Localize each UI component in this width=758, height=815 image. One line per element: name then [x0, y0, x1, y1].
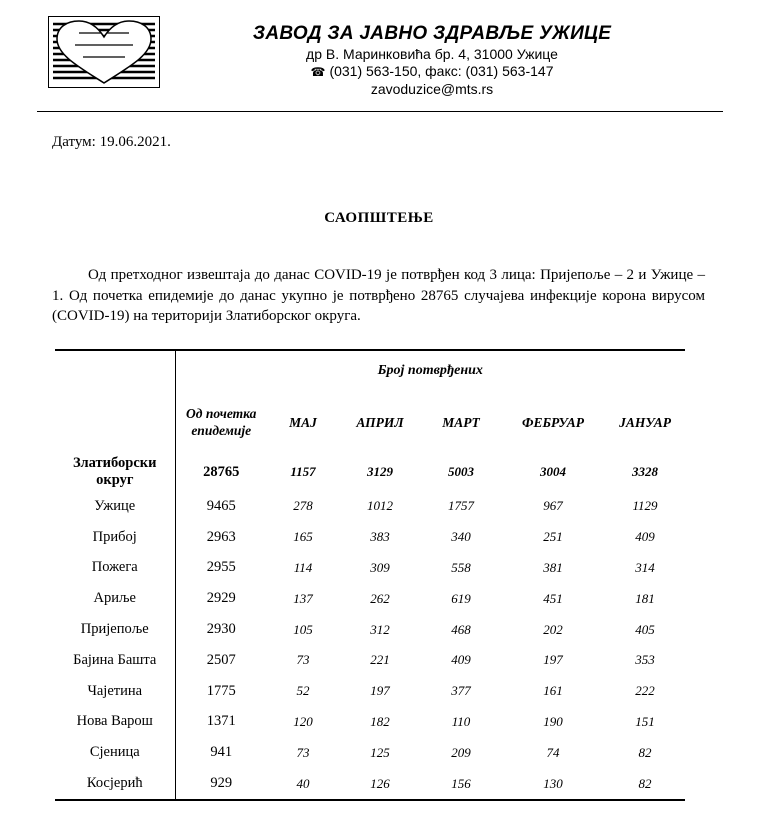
cell-may: 120 [293, 713, 313, 729]
cell-march: 468 [451, 621, 471, 637]
table-row [55, 553, 685, 584]
cell-january: 353 [635, 652, 655, 668]
organization-name: ЗАВОД ЗА ЈАВНО ЗДРАВЉЕ УЖИЦЕ [252, 23, 612, 44]
table-row [55, 676, 685, 707]
cell-april: 197 [370, 683, 390, 699]
summary-value-total: 28765 [203, 463, 240, 480]
document-heading: САОПШТЕЊЕ [324, 210, 434, 226]
cell-may: 137 [293, 590, 313, 606]
summary-value-april: 3129 [367, 464, 393, 479]
cell-april: 221 [370, 652, 390, 668]
table-summary-row [55, 453, 685, 491]
cell-march: 409 [451, 652, 471, 668]
cell-april: 126 [370, 775, 390, 791]
cell-total: 9465 [206, 497, 236, 514]
cell-may: 165 [293, 529, 313, 545]
summary-value-february: 3004 [540, 464, 566, 479]
announcement-paragraph: Од претходног извештаја до данас COVID-19 је потврђен код 3 лица: Пријепоље – 2 и Ужице – 1. Од почетка епидемије до данас укупно је потврђено 28765 случајева инфекције корона вирусом (COVID-19) на територији Златиборског округа. [52, 267, 705, 324]
table-row [55, 614, 685, 645]
table-corner-cell [55, 350, 175, 391]
municipality-name: Ариље [55, 583, 175, 614]
municipality-name: Сјеница [55, 737, 175, 768]
cell-march: 1757 [448, 498, 474, 514]
cell-january: 222 [635, 683, 655, 699]
municipality-name: Бајина Башта [55, 645, 175, 676]
cell-march: 110 [451, 713, 471, 729]
cell-march: 377 [451, 683, 471, 699]
column-header-total: Од почетка епидемије [186, 406, 257, 438]
cell-january: 1129 [632, 498, 658, 514]
table-row [55, 522, 685, 553]
cell-total: 2929 [206, 590, 236, 607]
phone-numbers: (031) 563-150, факс: (031) 563-147 [329, 63, 554, 79]
cell-april: 262 [370, 590, 390, 606]
cell-may: 105 [293, 621, 313, 637]
document-date: Датум: 19.06.2021. [52, 134, 171, 150]
cell-total: 2963 [206, 528, 236, 545]
organization-address: др В. Маринковића бр. 4, 31000 Ужице [306, 46, 558, 62]
table-column-header-row [55, 391, 685, 453]
table-row [55, 645, 685, 676]
table-row [55, 768, 685, 800]
cell-march: 619 [451, 590, 471, 606]
letterhead [37, 10, 723, 112]
summary-value-may: 1157 [290, 464, 316, 479]
cell-february: 381 [543, 559, 563, 575]
cell-february: 251 [543, 529, 563, 545]
summary-value-march: 5003 [448, 464, 474, 479]
municipality-name: Косјерић [55, 768, 175, 800]
cell-total: 2955 [206, 559, 236, 576]
column-header-february: ФЕБРУАР [522, 414, 584, 430]
cell-total: 2507 [206, 651, 236, 668]
table-row [55, 583, 685, 614]
cell-january: 82 [638, 744, 652, 760]
cell-april: 312 [370, 621, 390, 637]
table-row [55, 737, 685, 768]
cell-february: 161 [543, 683, 563, 699]
cases-table-container [55, 349, 685, 801]
column-header-may: МАЈ [289, 414, 317, 430]
cell-february: 130 [543, 775, 563, 791]
municipality-name: Нова Варош [55, 707, 175, 738]
cell-january: 82 [638, 775, 652, 791]
cell-january: 409 [635, 529, 655, 545]
column-header-april: АПРИЛ [356, 414, 404, 430]
cell-april: 125 [370, 744, 390, 760]
cell-may: 40 [296, 775, 310, 791]
cell-january: 314 [635, 559, 655, 575]
cases-table [55, 349, 685, 801]
cell-total: 1371 [206, 713, 236, 730]
municipality-name: Пожега [55, 553, 175, 584]
cell-may: 73 [296, 744, 310, 760]
cell-april: 383 [370, 529, 390, 545]
municipality-name: Чајетина [55, 676, 175, 707]
cell-may: 52 [296, 683, 310, 699]
column-header-january: ЈАНУАР [619, 414, 671, 430]
cell-january: 151 [635, 713, 655, 729]
cell-total: 1775 [206, 682, 236, 699]
table-group-header: Број потврђених [377, 363, 483, 378]
table-group-header-row [55, 350, 685, 391]
organization-phones [202, 63, 662, 81]
cell-february: 190 [543, 713, 563, 729]
cell-february: 967 [543, 498, 563, 514]
heart-stripes-logo-icon [49, 17, 159, 87]
cell-may: 278 [293, 498, 313, 514]
telephone-icon: ☎ [310, 65, 326, 79]
cell-march: 340 [451, 529, 471, 545]
summary-value-january: 3328 [632, 464, 659, 479]
table-row [55, 707, 685, 738]
organization-email: zavoduzice@mts.rs [370, 81, 494, 97]
cell-total: 2930 [206, 621, 236, 638]
cell-february: 74 [546, 744, 560, 760]
cell-total: 929 [210, 775, 233, 792]
municipality-name: Пријепоље [55, 614, 175, 645]
cell-total: 941 [210, 744, 233, 761]
cell-january: 405 [635, 621, 655, 637]
cell-february: 451 [543, 590, 563, 606]
cell-march: 209 [451, 744, 471, 760]
organization-info [202, 22, 662, 98]
institute-logo [48, 16, 160, 88]
summary-region-name: Златиборски округ [55, 453, 175, 491]
municipality-name: Прибој [55, 522, 175, 553]
cell-february: 202 [543, 621, 563, 637]
cell-may: 114 [293, 559, 313, 575]
cell-january: 181 [635, 590, 655, 606]
cell-march: 558 [451, 559, 471, 575]
cell-march: 156 [451, 775, 471, 791]
column-header-march: МАРТ [442, 414, 480, 430]
municipality-name: Ужице [55, 491, 175, 522]
cell-may: 73 [296, 652, 310, 668]
cell-february: 197 [543, 652, 563, 668]
cell-april: 1012 [367, 498, 393, 514]
table-corner-cell-2 [55, 391, 175, 453]
cell-april: 182 [370, 713, 390, 729]
cell-april: 309 [370, 559, 390, 575]
table-row [55, 491, 685, 522]
